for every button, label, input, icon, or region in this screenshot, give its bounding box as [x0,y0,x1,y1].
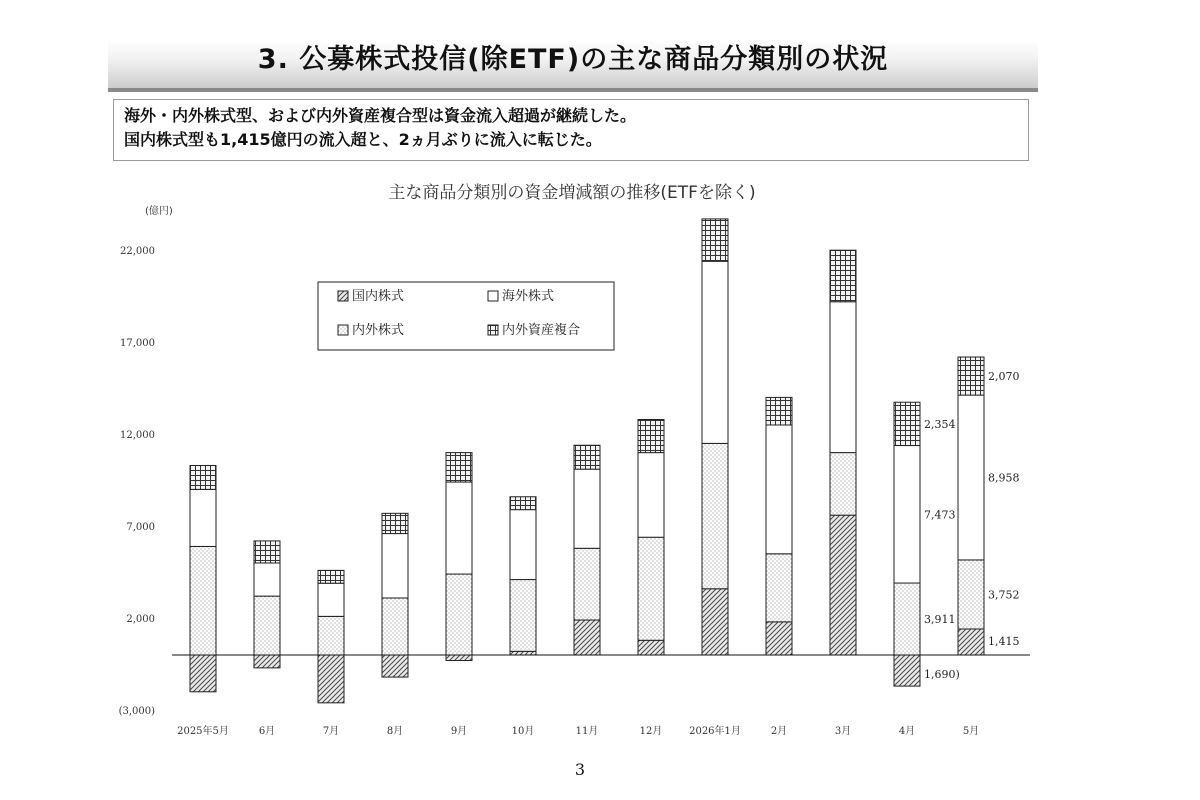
x-tick-label: 8月 [386,726,404,737]
legend-label-海外株式: 海外株式 [502,289,555,304]
y-tick-label: 2,000 [126,614,155,626]
bar-segment-内外資産複合-2026年1月 [702,219,728,261]
legend-swatch-内外資産複合 [488,325,498,335]
legend-swatch-内外株式 [338,325,348,335]
bar-segment-内外株式-9月 [446,574,472,655]
bar-segment-海外株式-9月 [446,482,472,574]
bar-segment-海外株式-11月 [574,469,600,548]
data-label: 7,473 [924,508,956,522]
x-tick-label: 2025年5月 [177,726,229,737]
data-label: 3,911 [924,613,956,627]
bar-segment-海外株式-4月 [894,446,920,584]
bar-segment-国内株式-2025年5月 [190,655,216,692]
summary-line-1: 海外・内外株式型、および内外資産複合型は資金流入超過が継続した。 [124,106,637,125]
x-tick-label: 5月 [962,726,980,737]
x-tick-label: 11月 [575,726,599,737]
bar-segment-内外株式-2025年5月 [190,546,216,655]
bar-segment-内外資産複合-12月 [638,419,664,452]
bar-segment-海外株式-2025年5月 [190,489,216,546]
x-tick-label: 10月 [511,726,535,737]
legend [318,282,614,350]
bar-segment-海外株式-3月 [830,302,856,453]
y-tick-label: (3,000) [118,706,155,718]
bar-segment-国内株式-2月 [766,622,792,655]
bar-segment-国内株式-5月 [958,629,984,655]
bar-segment-海外株式-2月 [766,425,792,554]
x-tick-label: 12月 [639,726,663,737]
bar-segment-海外株式-8月 [382,534,408,598]
bar-segment-内外株式-6月 [254,596,280,655]
page-number: 3 [574,760,586,779]
x-tick-label: 6月 [258,726,276,737]
data-label: 2,354 [924,417,956,431]
bar-segment-内外資産複合-9月 [446,453,472,482]
legend-swatch-海外株式 [488,291,498,301]
bar-segment-海外株式-5月 [958,395,984,560]
bar-segment-内外株式-5月 [958,560,984,629]
bar-segment-内外資産複合-2025年5月 [190,465,216,489]
bar-segment-海外株式-10月 [510,510,536,580]
data-label: 3,752 [988,588,1020,602]
legend-label-内外資産複合: 内外資産複合 [502,323,581,338]
x-tick-label: 2026年1月 [689,726,741,737]
bar-segment-内外株式-11月 [574,548,600,620]
data-label: 1,415 [988,634,1020,648]
bar-segment-海外株式-7月 [318,583,344,616]
bar-segment-内外株式-7月 [318,616,344,655]
bar-segment-内外資産複合-6月 [254,541,280,563]
bar-segment-内外株式-4月 [894,583,920,655]
bar-segment-国内株式-12月 [638,640,664,655]
bar-segment-内外株式-8月 [382,598,408,655]
y-axis-unit-label: (億円) [145,206,173,217]
x-tick-label: 3月 [834,726,852,737]
bar-segment-国内株式-10月 [510,651,536,655]
y-tick-label: 7,000 [126,522,155,534]
bar-segment-内外資産複合-3月 [830,250,856,302]
legend-label-内外株式: 内外株式 [352,323,405,338]
bar-segment-海外株式-6月 [254,563,280,596]
bar-segment-内外資産複合-4月 [894,402,920,445]
bar-segment-内外資産複合-10月 [510,497,536,510]
x-tick-label: 2月 [770,726,788,737]
y-tick-label: 17,000 [120,338,155,350]
bar-segment-内外株式-10月 [510,580,536,652]
chart-title: 主な商品分類別の資金増減額の推移(ETFを除く) [388,183,756,203]
legend-swatch-国内株式 [338,291,348,301]
bar-segment-国内株式-11月 [574,620,600,655]
bar-segment-国内株式-4月 [894,655,920,686]
bar-segment-内外株式-2月 [766,554,792,622]
summary-line-2: 国内株式型も1,415億円の流入超と、2ヵ月ぶりに流入に転じた。 [124,130,602,149]
legend-label-国内株式: 国内株式 [352,289,405,304]
x-tick-label: 9月 [450,726,468,737]
bar-segment-国内株式-6月 [254,655,280,668]
bar-segment-国内株式-3月 [830,515,856,655]
bar-segment-国内株式-9月 [446,655,472,661]
y-tick-label: 12,000 [120,430,155,442]
data-label: 1,690) [924,668,960,682]
bar-segment-内外株式-12月 [638,537,664,640]
y-tick-label: 22,000 [120,246,155,258]
x-tick-label: 7月 [322,726,340,737]
bar-segment-海外株式-2026年1月 [702,261,728,443]
bar-segment-内外資産複合-5月 [958,357,984,395]
data-label: 8,958 [988,471,1020,485]
bar-segment-内外株式-2026年1月 [702,443,728,588]
bar-segment-国内株式-7月 [318,655,344,703]
bar-segment-海外株式-12月 [638,453,664,538]
bar-segment-内外株式-3月 [830,453,856,516]
bar-segment-内外資産複合-11月 [574,445,600,469]
data-label: 2,070 [988,370,1020,384]
bar-segment-内外資産複合-2月 [766,397,792,425]
bar-segment-国内株式-2026年1月 [702,589,728,655]
bar-segment-内外資産複合-8月 [382,513,408,533]
page-title: 3. 公募株式投信(除ETF)の主な商品分類別の状況 [257,44,889,75]
x-tick-label: 4月 [898,726,916,737]
bar-segment-内外資産複合-7月 [318,570,344,583]
bar-segment-国内株式-8月 [382,655,408,677]
